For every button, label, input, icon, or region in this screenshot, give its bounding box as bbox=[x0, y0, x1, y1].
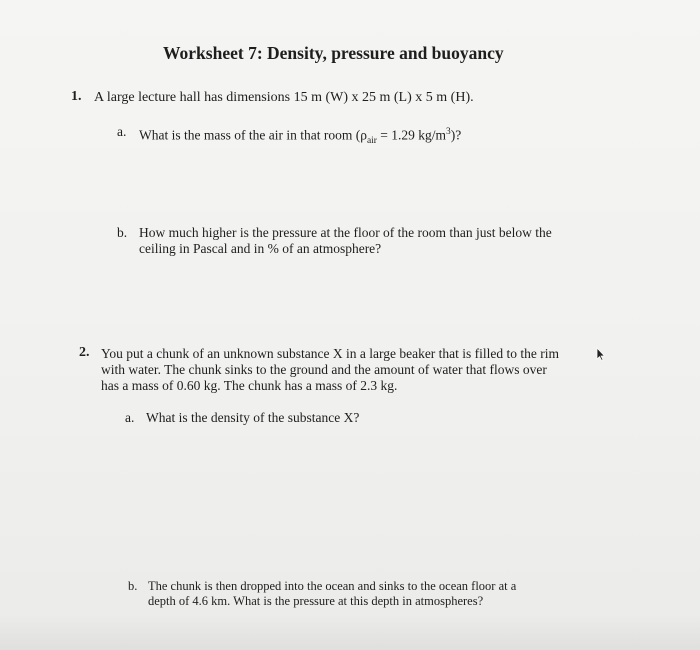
question-1b-line-1: How much higher is the pressure at the floor of the room than just below the bbox=[139, 225, 552, 240]
question-1a-superscript: 3 bbox=[446, 127, 451, 137]
question-1-number: 1. bbox=[71, 89, 82, 104]
question-2b-letter: b. bbox=[128, 579, 138, 593]
question-1a-text-before: What is the mass of the air in that room (ρ bbox=[139, 127, 367, 143]
worksheet-title: Worksheet 7: Density, pressure and buoyancy bbox=[163, 43, 504, 63]
question-2-text bbox=[101, 346, 559, 394]
question-2b-line-1: The chunk is then dropped into the ocean and sinks to the ocean floor at a bbox=[148, 579, 517, 593]
question-2b-line-2: depth of 4.6 km. What is the pressure at this depth in atmospheres? bbox=[148, 594, 484, 608]
question-1a-text-mid: = 1.29 kg/m bbox=[376, 127, 447, 143]
question-2-line-3: has a mass of 0.60 kg. The chunk has a mass of 2.3 kg. bbox=[101, 378, 398, 393]
question-2-line-1: You put a chunk of an unknown substance X in a large beaker that is filled to the rim bbox=[101, 346, 560, 361]
question-1b-text bbox=[139, 225, 552, 257]
page-shadow bbox=[0, 614, 700, 650]
question-1-text: A large lecture hall has dimensions 15 m (W) x 25 m (L) x 5 m (H). bbox=[94, 90, 474, 105]
question-1a-subscript: air bbox=[366, 136, 377, 147]
question-2-line-2: with water. The chunk sinks to the ground and the amount of water that flows over bbox=[101, 362, 547, 377]
question-1a-text-after: )? bbox=[450, 127, 462, 143]
mouse-pointer-icon bbox=[593, 347, 607, 361]
question-2-number: 2. bbox=[79, 345, 90, 360]
question-1a-text bbox=[139, 124, 461, 149]
question-2b-text bbox=[148, 579, 516, 609]
question-1b-line-2: ceiling in Pascal and in % of an atmosphere? bbox=[139, 241, 382, 256]
question-1a-letter: a. bbox=[117, 124, 127, 139]
question-1b-letter: b. bbox=[117, 225, 128, 240]
question-2a-letter: a. bbox=[125, 410, 135, 425]
question-2a-text: What is the density of the substance X? bbox=[146, 410, 360, 425]
